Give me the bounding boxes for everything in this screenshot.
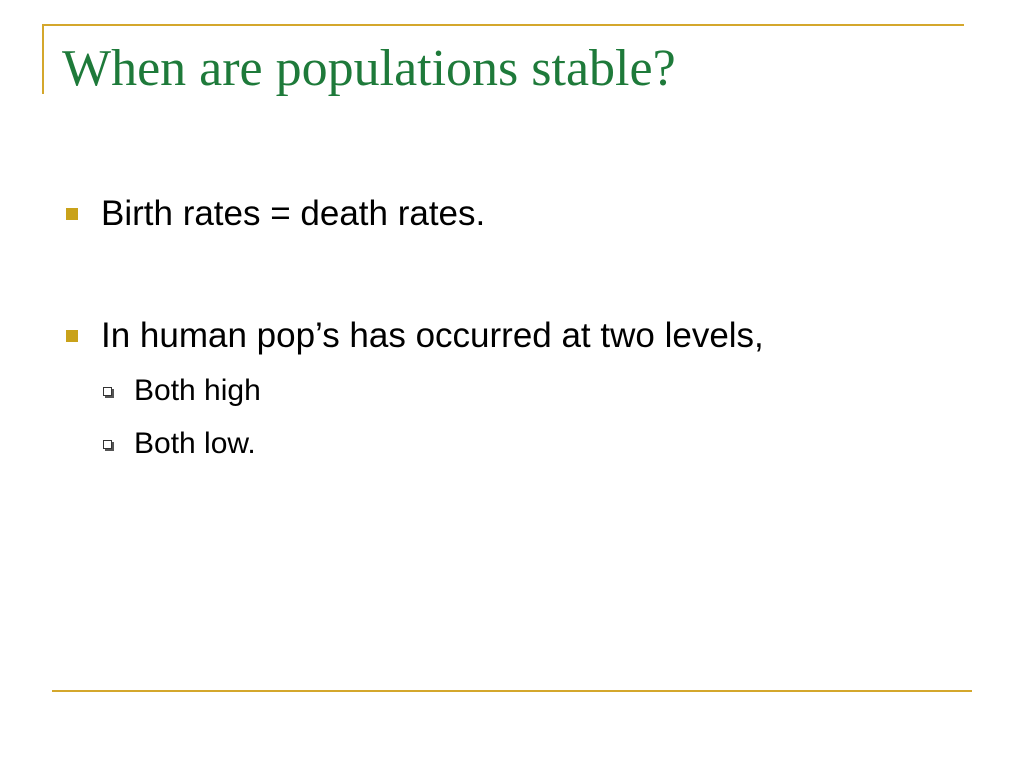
footer-rule (52, 690, 972, 692)
bullet-item (66, 318, 764, 353)
hollow-square-bullet-icon (103, 387, 112, 396)
hollow-square-bullet-icon (103, 440, 112, 449)
bullet-text: In human pop’s has occurred at two levels, (101, 316, 764, 355)
sub-bullet-item (103, 429, 256, 459)
sub-bullet-text: Both low. (134, 427, 256, 460)
sub-bullet-text: Both high (134, 374, 261, 407)
frame-left-rule (42, 24, 44, 94)
bullet-item (66, 196, 485, 231)
slide-title: When are populations stable? (62, 40, 676, 97)
square-bullet-icon (66, 330, 78, 342)
frame-top-rule (42, 24, 964, 26)
sub-bullet-item (103, 376, 261, 406)
bullet-text: Birth rates = death rates. (101, 194, 486, 233)
square-bullet-icon (66, 208, 78, 220)
